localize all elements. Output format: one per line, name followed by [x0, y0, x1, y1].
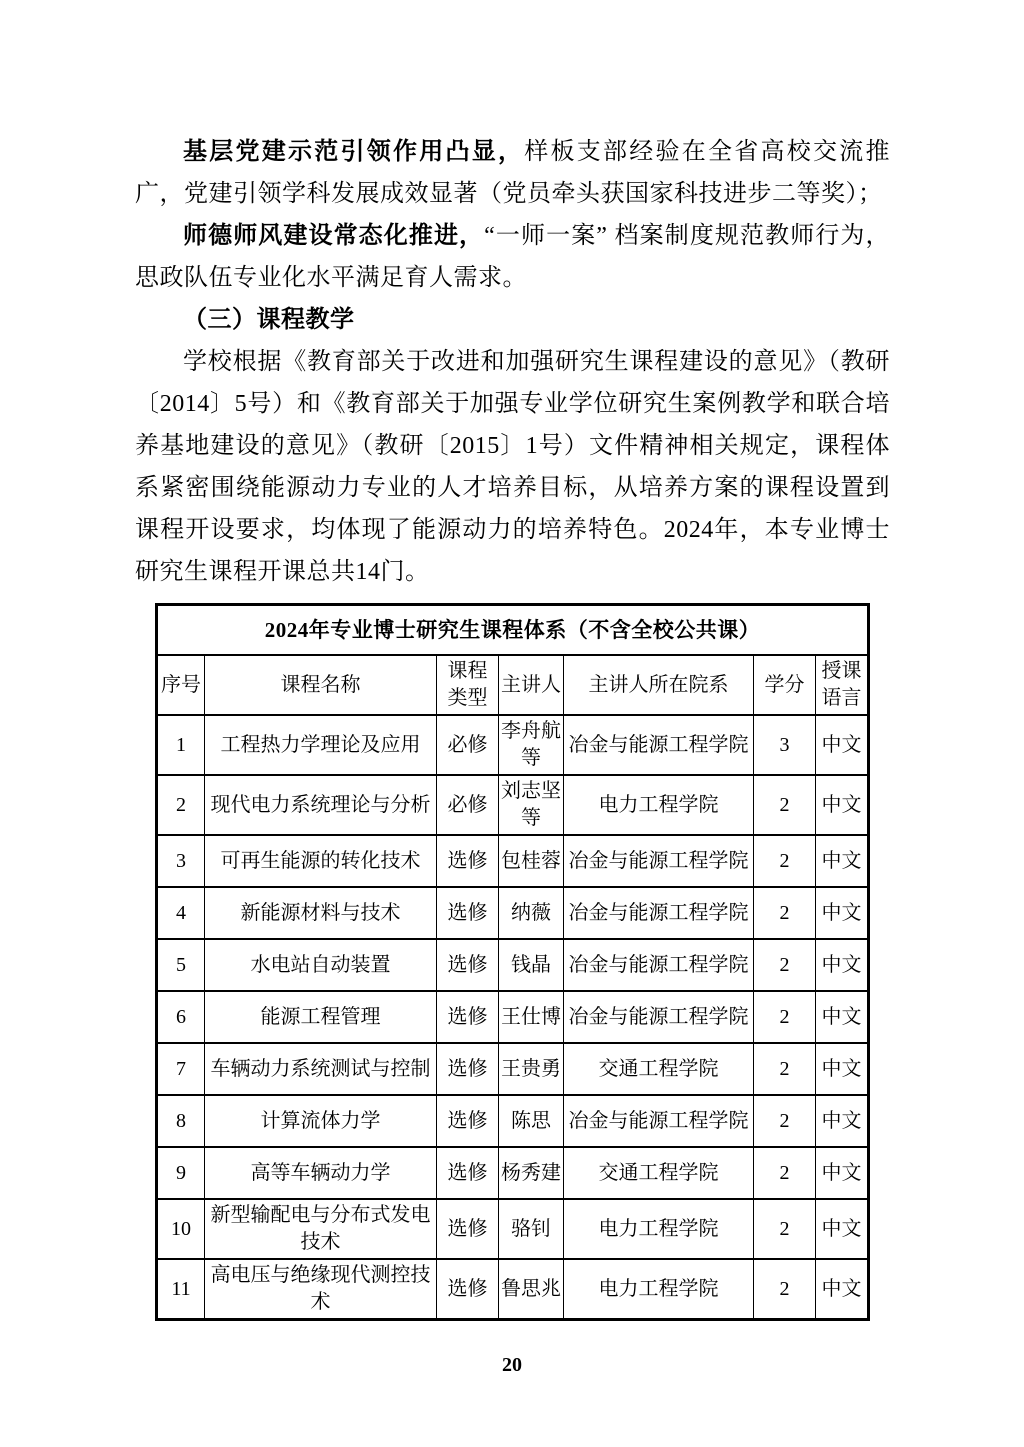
table-cell: 电力工程学院: [563, 775, 753, 835]
column-header: 课程名称: [204, 655, 436, 715]
table-cell: 现代电力系统理论与分析: [204, 775, 436, 835]
table-cell: 中文: [815, 939, 868, 991]
page-number: 20: [502, 1354, 522, 1376]
paragraph-lead: 师德师风建设常态化推进，: [183, 223, 485, 249]
table-cell: 选修: [436, 939, 498, 991]
column-header: 课程类型: [436, 655, 498, 715]
table-cell: 陈思: [498, 1095, 563, 1147]
table-cell: 2: [753, 1199, 815, 1259]
table-cell: 中文: [815, 1043, 868, 1095]
table-cell: 4: [156, 887, 204, 939]
table-cell: 必修: [436, 715, 498, 775]
table-cell: 选修: [436, 887, 498, 939]
table-cell: 中文: [815, 887, 868, 939]
table-cell: 鲁思兆: [498, 1259, 563, 1320]
column-header: 授课语言: [815, 655, 868, 715]
column-header: 序号: [156, 655, 204, 715]
table-cell: 钱晶: [498, 939, 563, 991]
paragraph-lead: 基层党建示范引领作用凸显，: [183, 139, 525, 165]
table-cell: 7: [156, 1043, 204, 1095]
table-cell: 交通工程学院: [563, 1043, 753, 1095]
table-cell: 电力工程学院: [563, 1259, 753, 1320]
table-cell: 1: [156, 715, 204, 775]
column-header: 学分: [753, 655, 815, 715]
table-header-row: [156, 655, 868, 715]
section-heading: （三）课程教学: [183, 307, 355, 333]
paragraph: [135, 215, 890, 299]
column-header: 主讲人所在院系: [563, 655, 753, 715]
table-cell: 计算流体力学: [204, 1095, 436, 1147]
table-cell: 冶金与能源工程学院: [563, 1095, 753, 1147]
table-cell: 选修: [436, 835, 498, 887]
table-cell: 选修: [436, 991, 498, 1043]
table-row: [156, 715, 868, 775]
table-row: [156, 1043, 868, 1095]
table-cell: 中文: [815, 1199, 868, 1259]
table-cell: 冶金与能源工程学院: [563, 939, 753, 991]
paragraph-text: 学校根据《教育部关于改进和加强研究生课程建设的意见》（教研〔2014〕5号）和《教育部关于加强专业学位研究生案例教学和联合培养基地建设的意见》（教研〔2015〕1号）文件精神相关规定，课程体系紧密围绕能源动力专业的人才培养目标，从培养方案的课程设置到课程开设要求，均体现了能源动力的培养特色。2024年，本专业博士研究生课程开课总共14门。: [135, 349, 890, 585]
paragraph: [135, 341, 890, 593]
table-cell: 2: [753, 887, 815, 939]
table-cell: 6: [156, 991, 204, 1043]
table-title-row: [156, 605, 868, 656]
table-cell: 王贵勇: [498, 1043, 563, 1095]
table-row: [156, 775, 868, 835]
table-cell: 中文: [815, 1259, 868, 1320]
table-cell: 冶金与能源工程学院: [563, 991, 753, 1043]
table-cell: 新型输配电与分布式发电技术: [204, 1199, 436, 1259]
table-cell: 3: [753, 715, 815, 775]
table-cell: 选修: [436, 1043, 498, 1095]
table-cell: 刘志坚等: [498, 775, 563, 835]
paragraph-text: 样板支部经验在全省高校交流推广，党建引领学科发展成效显著（党员牵头获国家科技进步二等奖）；: [135, 139, 890, 207]
table-cell: 10: [156, 1199, 204, 1259]
table-cell: 11: [156, 1259, 204, 1320]
table-cell: 选修: [436, 1199, 498, 1259]
table-cell: 2: [753, 835, 815, 887]
table-cell: 2: [753, 775, 815, 835]
table-cell: 中文: [815, 775, 868, 835]
table-cell: 选修: [436, 1095, 498, 1147]
table-cell: 纳薇: [498, 887, 563, 939]
table-cell: 李舟航等: [498, 715, 563, 775]
table-row: [156, 1199, 868, 1259]
table-cell: 工程热力学理论及应用: [204, 715, 436, 775]
table-cell: 2: [753, 991, 815, 1043]
table-cell: 高电压与绝缘现代测控技术: [204, 1259, 436, 1320]
table-cell: 3: [156, 835, 204, 887]
table-cell: 2: [753, 939, 815, 991]
paragraph-text: “一师一案” 档案制度规范教师行为，思政队伍专业化水平满足育人需求。: [135, 223, 890, 291]
table-cell: 冶金与能源工程学院: [563, 835, 753, 887]
table-cell: 可再生能源的转化技术: [204, 835, 436, 887]
table-row: [156, 939, 868, 991]
column-header: 主讲人: [498, 655, 563, 715]
table-cell: 新能源材料与技术: [204, 887, 436, 939]
table-cell: 电力工程学院: [563, 1199, 753, 1259]
table-cell: 水电站自动装置: [204, 939, 436, 991]
table-cell: 2: [753, 1043, 815, 1095]
table-cell: 包桂蓉: [498, 835, 563, 887]
paragraph: [135, 131, 890, 215]
table-cell: 中文: [815, 1147, 868, 1199]
table-row: [156, 887, 868, 939]
table-cell: 中文: [815, 835, 868, 887]
table-cell: 5: [156, 939, 204, 991]
table-cell: 能源工程管理: [204, 991, 436, 1043]
table-cell: 2: [753, 1147, 815, 1199]
table-title: 2024年专业博士研究生课程体系（不含全校公共课）: [156, 605, 868, 656]
table-cell: 2: [753, 1095, 815, 1147]
table-row: [156, 1259, 868, 1320]
table-cell: 中文: [815, 715, 868, 775]
table-cell: 2: [156, 775, 204, 835]
course-table: [155, 603, 870, 1321]
course-table-body: [156, 715, 868, 1320]
table-cell: 车辆动力系统测试与控制: [204, 1043, 436, 1095]
table-cell: 冶金与能源工程学院: [563, 887, 753, 939]
table-cell: 8: [156, 1095, 204, 1147]
table-row: [156, 1095, 868, 1147]
table-cell: 高等车辆动力学: [204, 1147, 436, 1199]
table-row: [156, 1147, 868, 1199]
table-cell: 2: [753, 1259, 815, 1320]
table-cell: 必修: [436, 775, 498, 835]
table-row: [156, 835, 868, 887]
table-cell: 中文: [815, 991, 868, 1043]
table-cell: 选修: [436, 1259, 498, 1320]
table-cell: 王仕博: [498, 991, 563, 1043]
table-cell: 9: [156, 1147, 204, 1199]
table-cell: 骆钊: [498, 1199, 563, 1259]
table-row: [156, 991, 868, 1043]
table-cell: 杨秀建: [498, 1147, 563, 1199]
table-cell: 冶金与能源工程学院: [563, 715, 753, 775]
table-cell: 选修: [436, 1147, 498, 1199]
table-cell: 交通工程学院: [563, 1147, 753, 1199]
table-cell: 中文: [815, 1095, 868, 1147]
